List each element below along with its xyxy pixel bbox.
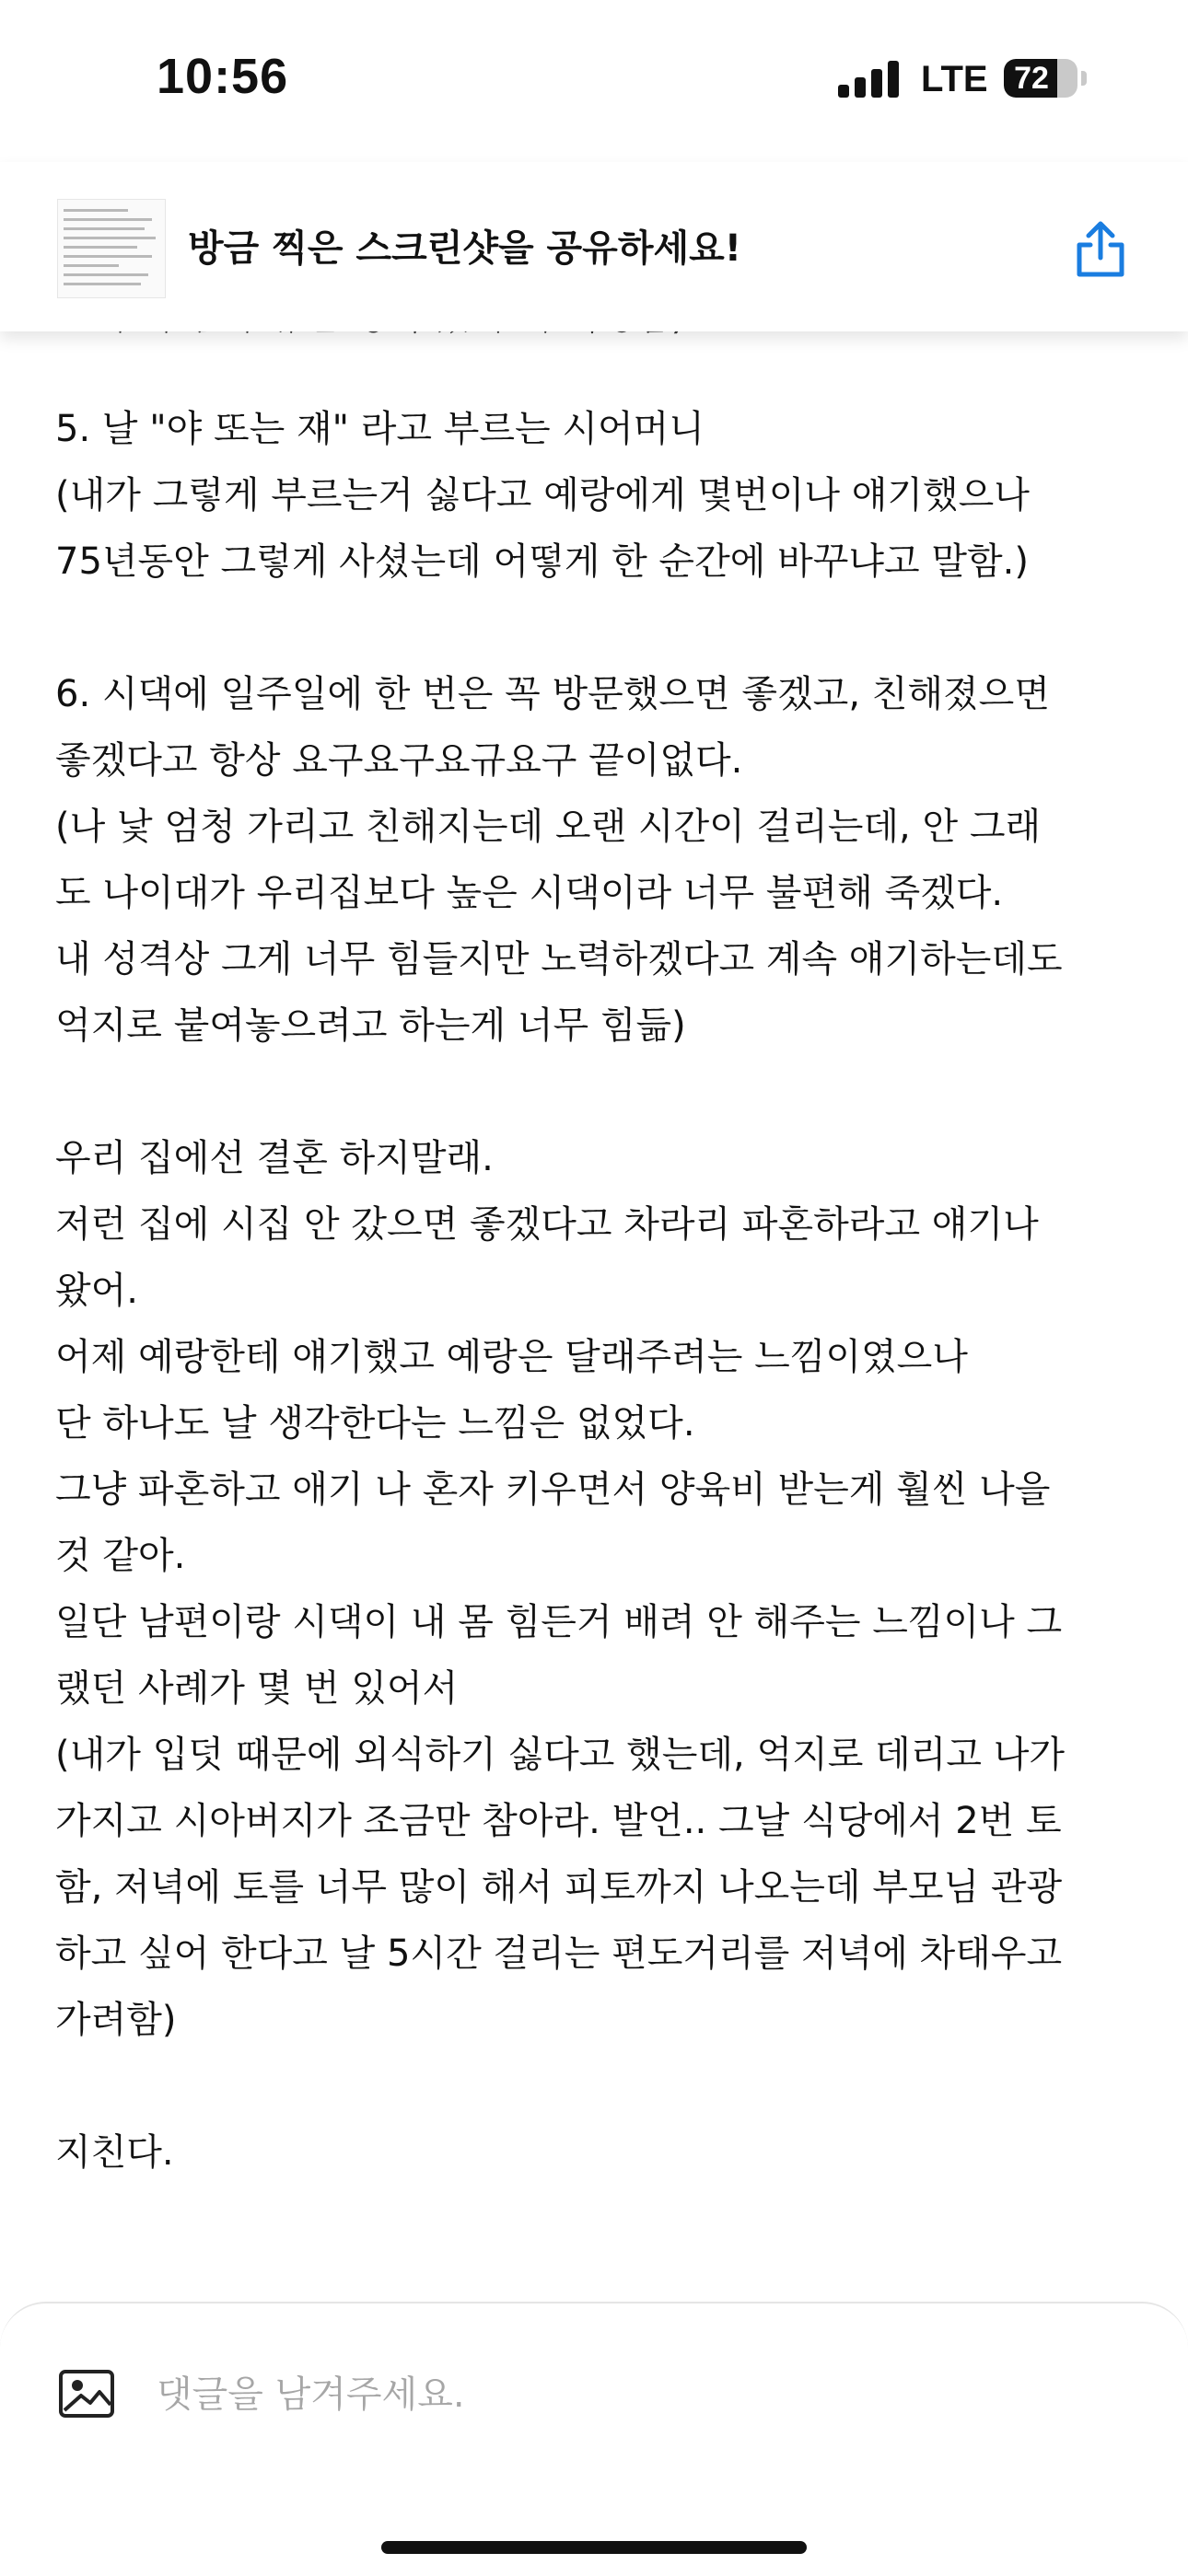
share-banner-title: 방금 찍은 스크린샷을 공유하세요! bbox=[188, 227, 741, 270]
share-button[interactable] bbox=[1068, 217, 1133, 282]
post-body bbox=[55, 304, 1142, 2186]
post-line: 75년동안 그렇게 사셨는데 어떻게 한 순간에 바꾸냐고 말함.) bbox=[55, 540, 1029, 583]
post-line: 내 성격상 그게 너무 힘들지만 노력하겠다고 계속 얘기하는데도 bbox=[55, 938, 1063, 981]
post-line: 그냥 파혼하고 애기 나 혼자 키우면서 양육비 받는게 훨씬 나을 bbox=[55, 1468, 1051, 1511]
battery-percent: 72 bbox=[1014, 61, 1049, 96]
post-line: 6. 시댁에 일주일에 한 번은 꼭 방문했으면 좋겠고, 친해졌으면 bbox=[55, 673, 1050, 715]
battery-tip bbox=[1081, 71, 1087, 86]
network-type: LTE bbox=[921, 59, 988, 99]
screenshot-thumbnail[interactable] bbox=[57, 199, 166, 298]
post-line: 좋겠다고 항상 요구요구요규요구 끝이없다. bbox=[55, 739, 743, 782]
battery-icon bbox=[1004, 59, 1077, 98]
status-time: 10:56 bbox=[157, 49, 289, 104]
post-line: 일단 남편이랑 시댁이 내 몸 힘든거 배려 안 해주는 느낌이나 그 bbox=[55, 1601, 1063, 1643]
screenshot-share-banner[interactable] bbox=[0, 162, 1188, 331]
signal-strength-icon bbox=[838, 61, 899, 98]
post-line: 랬던 사례가 몇 번 있어서 bbox=[55, 1667, 459, 1710]
post-line: (내가 입덧 때문에 외식하기 싫다고 했는데, 억지로 데리고 나가 bbox=[55, 1734, 1066, 1776]
post-line: (내가 그렇게 부르는거 싫다고 예랑에게 몇번이나 얘기했으나 bbox=[55, 474, 1030, 516]
share-icon bbox=[1068, 217, 1133, 282]
post-line: 하고 싶어 한다고 날 5시간 걸리는 편도거리를 저녁에 차태우고 bbox=[55, 1932, 1063, 1975]
post-line: 가려함) bbox=[55, 1999, 177, 2041]
comment-input[interactable] bbox=[157, 2362, 1133, 2427]
post-line: 도 나이대가 우리집보다 높은 시댁이라 너무 불편해 죽겠다. bbox=[55, 872, 1004, 914]
home-indicator[interactable] bbox=[381, 2541, 807, 2554]
post-line: 가지고 시아버지가 조금만 참아라. 발언.. 그날 식당에서 2번 토 bbox=[55, 1800, 1062, 1842]
post-line: 억지로 붙여놓으려고 하는게 너무 힘듦) bbox=[55, 1004, 686, 1047]
post-line: 함, 저녁에 토를 너무 많이 해서 피토까지 나오는데 부모님 관광 bbox=[55, 1866, 1063, 1909]
post-line: 왔어. bbox=[55, 1270, 138, 1312]
post-line: 저런 집에 시집 안 갔으면 좋겠다고 차라리 파혼하라고 얘기나 bbox=[55, 1203, 1039, 1246]
image-icon bbox=[57, 2368, 116, 2419]
post-line: 우리 집에선 결혼 하지말래. bbox=[55, 1137, 494, 1179]
status-bar bbox=[0, 0, 1188, 162]
post-line: 것 같아. bbox=[55, 1535, 186, 1577]
image-attach-button[interactable] bbox=[57, 2368, 116, 2419]
comment-bar bbox=[0, 2302, 1188, 2576]
post-line: 어제 예랑한테 얘기했고 예랑은 달래주려는 느낌이였으나 bbox=[55, 1336, 968, 1378]
post-line: (나 낯 엄청 가리고 친해지는데 오랜 시간이 걸리는데, 안 그래 bbox=[55, 806, 1042, 848]
post-line: 5. 날 "야 또는 쟤" 라고 부르는 시어머니 bbox=[55, 408, 705, 450]
post-closing: 지친다. bbox=[55, 2131, 174, 2174]
post-line: 단 하나도 날 생각한다는 느낌은 없었다. bbox=[55, 1402, 695, 1445]
